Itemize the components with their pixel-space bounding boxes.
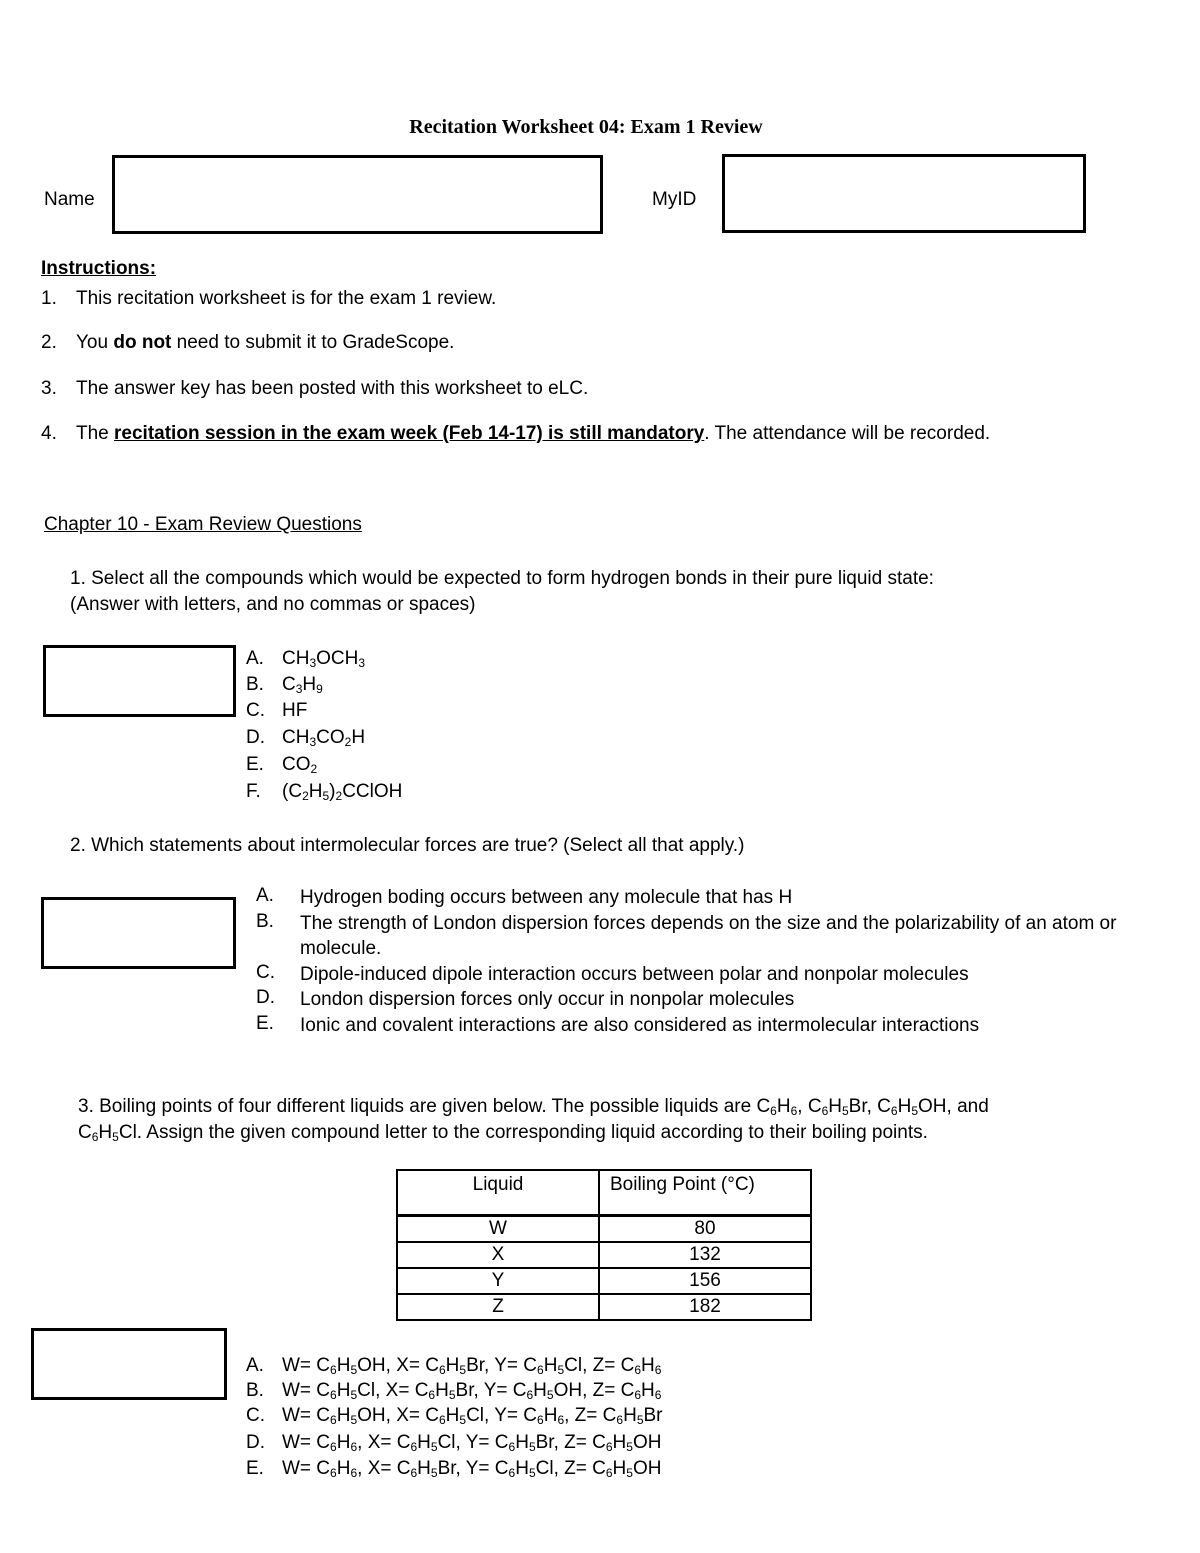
instruction-item xyxy=(41,332,454,354)
instruction-text: The xyxy=(76,423,115,444)
instruction-item xyxy=(41,423,990,445)
question-1-text: 1. Select all the compounds which would be expected to form hydrogen bonds in their pure liquid state: xyxy=(70,568,934,589)
option-letter: B. xyxy=(246,674,264,695)
boiling-point-cell: 182 xyxy=(599,1294,811,1320)
table-header-row xyxy=(397,1170,811,1216)
question-1-subtext: (Answer with letters, and no commas or spaces) xyxy=(70,594,476,615)
chapter-heading: Chapter 10 - Exam Review Questions xyxy=(44,514,362,535)
table-row xyxy=(397,1242,811,1268)
instruction-text: This recitation worksheet is for the exam 1 review. xyxy=(76,288,497,309)
page-title: Recitation Worksheet 04: Exam 1 Review xyxy=(409,116,763,138)
q1-option-d xyxy=(246,727,365,749)
option-letter: E. xyxy=(256,1013,274,1034)
option-text: $W= C_6H_6$, $X= C_6H_5Cl$, $Y= C_6H_5Br$, $Z= C_6H_5OH$ xyxy=(282,1432,662,1454)
option-letter: E. xyxy=(246,1458,264,1479)
q3-option-b xyxy=(246,1380,661,1402)
answer-box-q1[interactable] xyxy=(43,645,236,717)
option-letter: C. xyxy=(246,700,265,721)
option-letter: C. xyxy=(256,962,275,983)
instruction-number: 4. xyxy=(41,423,57,444)
liquid-cell: Z xyxy=(397,1294,599,1320)
option-text: $W= C_6H_5OH$, $X= C_6H_5Br$, $Y= C_6H_5Cl$, $Z= C_6H_6$ xyxy=(282,1355,662,1377)
option-letter: B. xyxy=(246,1380,264,1401)
option-formula: $C_3H_9$ xyxy=(282,674,323,696)
option-text: $W= C_6H_5OH$, $X= C_6H_5Cl$, $Y= C_6H_6$, $Z= C_6H_5Br$ xyxy=(282,1405,663,1427)
table-row xyxy=(397,1294,811,1320)
q2-option-c xyxy=(256,962,1136,987)
option-letter: D. xyxy=(246,1432,265,1453)
table-row xyxy=(397,1268,811,1294)
q1-option-c xyxy=(246,700,307,722)
name-field[interactable] xyxy=(112,155,603,234)
option-letter: C. xyxy=(246,1405,265,1426)
instruction-text: You xyxy=(76,332,114,353)
instructions-heading: Instructions: xyxy=(41,258,157,279)
option-letter: A. xyxy=(246,648,264,669)
question-3-instruction: . Assign the given compound letter to the corresponding liquid according to their boiling points. xyxy=(136,1122,928,1143)
option-text: Ionic and covalent interactions are also considered as intermolecular interactions xyxy=(300,1015,980,1036)
q1-option-f xyxy=(246,781,402,803)
option-text: Hydrogen boding occurs between any molecule that has H xyxy=(300,887,793,908)
option-text: Dipole-induced dipole interaction occurs between polar and nonpolar molecules xyxy=(300,964,969,985)
option-letter: A. xyxy=(246,1355,264,1376)
option-letter: B. xyxy=(256,911,274,932)
instruction-item xyxy=(41,378,588,400)
q3-option-a xyxy=(246,1355,661,1377)
instruction-number: 3. xyxy=(41,378,57,399)
instruction-number: 2. xyxy=(41,332,57,353)
option-text: $W= C_6H_5Cl$, $X= C_6H_5Br$, $Y= C_6H_5OH$, $Z= C_6H_6$ xyxy=(282,1380,662,1402)
q1-option-a xyxy=(246,648,365,670)
option-text: $W= C_6H_6$, $X= C_6H_5Br$, $Y= C_6H_5Cl$, $Z= C_6H_5OH$ xyxy=(282,1458,662,1480)
instruction-item xyxy=(41,288,496,310)
option-formula: $CO_2$ xyxy=(282,754,318,776)
column-header-boiling-point: Boiling Point (°C) xyxy=(599,1170,811,1216)
q1-option-b xyxy=(246,674,323,696)
option-letter: F. xyxy=(246,781,261,802)
boiling-point-cell: 156 xyxy=(599,1268,811,1294)
option-formula: $CH_3OCH_3$ xyxy=(282,648,366,670)
q2-option-a xyxy=(256,885,1136,910)
instruction-text: The answer key has been posted with this worksheet to eLC. xyxy=(76,378,589,399)
instruction-emphasis: recitation session in the exam week (Feb 14-17) is still mandatory xyxy=(114,423,705,444)
instruction-number: 1. xyxy=(41,288,57,309)
q2-option-e xyxy=(256,1013,1136,1038)
myid-field[interactable] xyxy=(722,154,1086,233)
instruction-text: need to submit it to GradeScope. xyxy=(171,332,455,353)
option-formula: HF xyxy=(282,700,308,721)
myid-label: MyID xyxy=(652,189,697,210)
q3-option-e xyxy=(246,1458,661,1480)
table-row xyxy=(397,1216,811,1243)
q2-option-d xyxy=(256,987,1136,1012)
question-2-text: 2. Which statements about intermolecular forces are true? (Select all that apply.) xyxy=(70,835,745,856)
option-letter: E. xyxy=(246,754,264,775)
option-text: London dispersion forces only occur in nonpolar molecules xyxy=(300,989,795,1010)
option-formula: $(C_2H_5)_2CClOH$ xyxy=(282,781,403,803)
question-3-text-cont: $C_6H_5Cl$. Assign the given compound letter to the corresponding liquid according to their boiling points. xyxy=(78,1122,928,1144)
name-label: Name xyxy=(44,189,95,210)
option-text: The strength of London dispersion forces depends on the size and the polarizability of an atom or molecule. xyxy=(300,913,1117,959)
q2-option-b xyxy=(256,911,1136,961)
liquid-cell: Y xyxy=(397,1268,599,1294)
column-header-liquid: Liquid xyxy=(397,1170,599,1216)
answer-box-q3[interactable] xyxy=(31,1328,227,1400)
boiling-point-cell: 80 xyxy=(599,1216,811,1243)
boiling-point-cell: 132 xyxy=(599,1242,811,1268)
option-letter: D. xyxy=(256,987,275,1008)
answer-box-q2[interactable] xyxy=(41,897,236,969)
liquid-cell: X xyxy=(397,1242,599,1268)
option-formula: $CH_3CO_2H$ xyxy=(282,727,366,749)
instruction-emphasis: do not xyxy=(113,332,172,353)
boiling-point-table xyxy=(396,1169,812,1321)
q1-option-e xyxy=(246,754,317,776)
liquid-cell: W xyxy=(397,1216,599,1243)
option-letter: A. xyxy=(256,885,274,906)
q3-option-c xyxy=(246,1405,663,1427)
q3-option-d xyxy=(246,1432,661,1454)
question-3-text: 3. Boiling points of four different liquids are given below. The possible liquids are $C_6H_6$, $C_6H_5Br$, $C_6H_5OH$, and xyxy=(78,1096,989,1118)
option-letter: D. xyxy=(246,727,265,748)
instruction-text: . The attendance will be recorded. xyxy=(704,423,991,444)
question-3-intro: 3. Boiling points of four different liquids are given below. The possible liquids are xyxy=(78,1096,757,1117)
